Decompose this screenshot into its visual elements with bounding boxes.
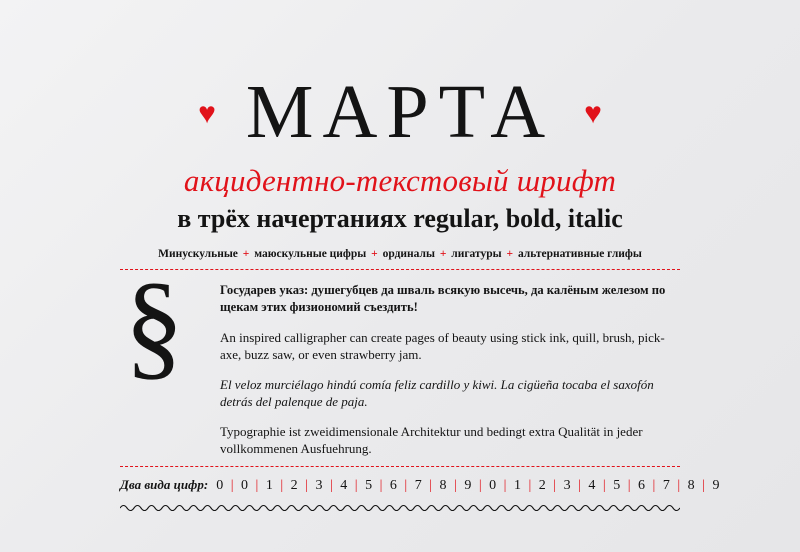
page-title: МАРТА	[245, 70, 555, 154]
numerals-label: Два вида цифр:	[120, 477, 209, 493]
divider-top	[120, 269, 680, 270]
sample-paragraph-es: El veloz murciélago hindú comía feliz cardillo y kiwi. La cigüeña tocaba el saxofón detrás del palenque de paja.	[220, 376, 654, 409]
body-block	[120, 258, 680, 457]
divider-bottom	[120, 466, 680, 467]
numerals-row	[120, 477, 721, 494]
feature-item-3: лигатуры	[451, 248, 502, 261]
subtitle-black: в трёх начертаниях regular, bold, italic	[177, 204, 623, 234]
heart-icon-left: ♥	[198, 97, 216, 130]
sample-paragraph-ru: Государев указ: душегубцев да шваль всякую высечь, да калёным железом по щекам этих физиономий съездить!	[220, 283, 666, 314]
feature-item-2: ординалы	[382, 248, 435, 261]
features-line	[120, 248, 680, 260]
section-sign-glyph: §	[124, 258, 184, 392]
feature-separator-1: +	[371, 248, 378, 261]
feature-separator-0: +	[242, 248, 250, 261]
subtitle-red: акцидентно-текстовый шрифт	[183, 163, 617, 198]
heart-icon-right: ♥	[584, 97, 602, 130]
wavy-divider	[120, 502, 680, 512]
feature-separator-3: +	[506, 248, 514, 261]
numerals-digits: 0 | 0 | 1 | 2 | 3 | 4 | 5 | 6 | 7 | 8 | 9 | 0 | 1 | 2 | 3 | 4 | 5 | 6 | 7 | 8 | 9	[216, 478, 721, 494]
sample-paragraph-de: Typographie ist zweidimensionale Architektur und bedingt extra Qualität in jeder vollkommenen Ausfuehrung.	[220, 424, 643, 457]
sample-paragraph-en: An inspired calligrapher can create pages of beauty using stick ink, quill, brush, pick-axe, buzz saw, or even strawberry jam.	[220, 329, 665, 362]
title-row	[120, 70, 680, 154]
paragraph-list	[216, 282, 680, 457]
feature-item-0: Минускульные	[158, 248, 238, 261]
poster-sheet	[120, 70, 721, 494]
feature-item-1: маюскульные цифры	[254, 248, 367, 261]
feature-item-4: альтернативные глифы	[517, 248, 642, 261]
feature-separator-2: +	[439, 248, 447, 261]
